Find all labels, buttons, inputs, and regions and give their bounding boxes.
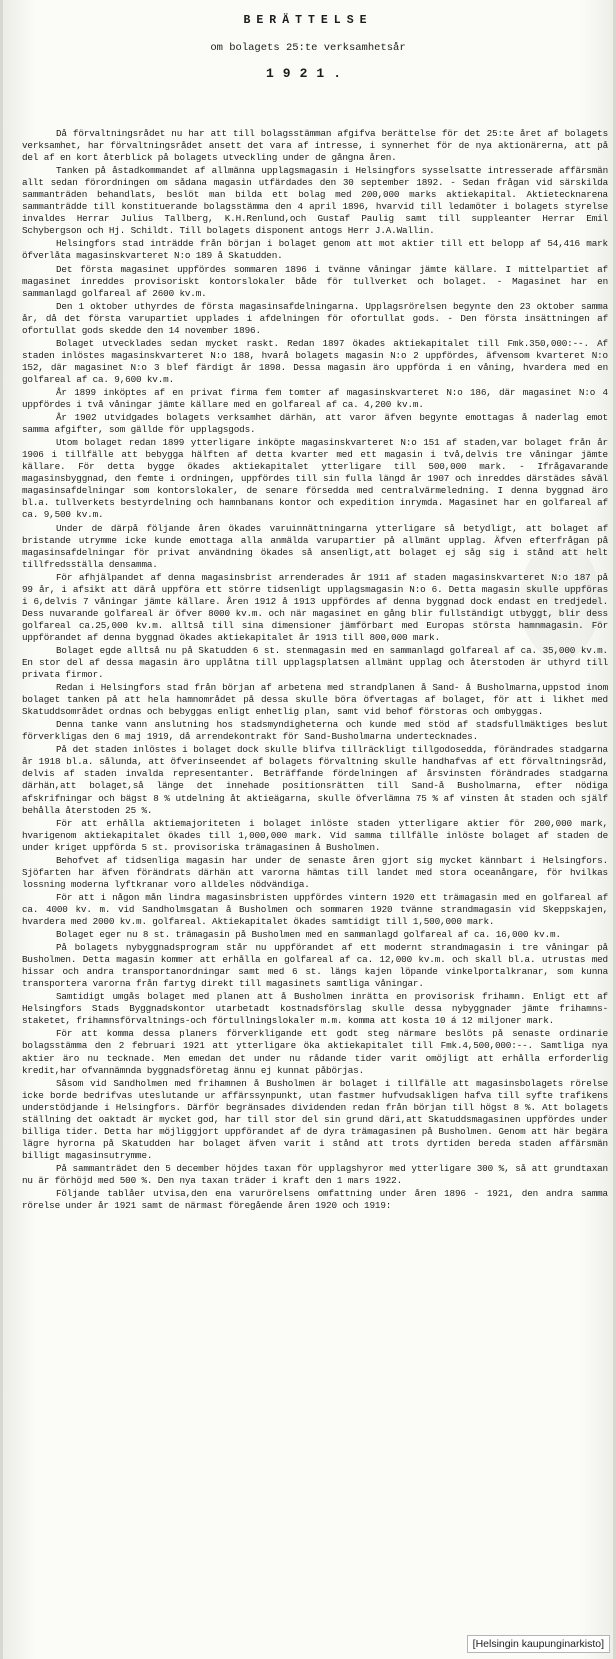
document-paragraph: Helsingfors stad inträdde från början i bolaget genom att mot aktier till ett belopp af 54,416 mark öfverlåta magasinskvarteret N:o 189 å Skatudden. <box>22 238 608 262</box>
document-paragraph: Följande tablåer utvisa,den ena varurörelsens omfattning under åren 1896 - 1921, den andra samma rörelse under år 1921 samt de närmast föregående åren 1920 och 1919: <box>22 1188 608 1212</box>
document-paragraph: Den 1 oktober uthyrdes de första magasinsafdelningarna. Upplagsrörelsen begynte den 23 oktober samma år, då det första varupartiet upplades i afdelningen för ofortullat gods. - Den första insättningen af ofortullat gods skedde den 14 november 1896. <box>22 300 608 336</box>
document-paragraph: Bolaget egde alltså nu på Skatudden 6 st. stenmagasin med en sammanlagd golfareal af ca. 35,000 kv.m. En stor del af dessa magasin äro upplåtna till upplagsplatsen allmänt upplag och återstoden är uthyrd till privata firmor. <box>22 644 608 681</box>
document-paragraph: Utom bolaget redan 1899 ytterligare inköpte magasinskvarteret N:o 151 af staden,var bolaget från år 1906 i tillfälle att bebygga hälften af detta kvarter med ett magasin i två,delvis tre våningar jämte källare. För detta bygge ökades aktiekapitalet ytterligare till 500,000 mark. - Ifrågavarande magasinsbyggnad, den femte i ordningen, uppfördes till sin fulla längd år 1907 och inreddes därstädes såväl magasinsafdelningar som kontorslokaler, de senare försedda med centralvärmeledning. I denna byggnad äro bl.a. tullverkets bestyrdelning och hamnbanans kontor och expedition inrymda. Magasinet har en golfareal af ca. 9,500 kv.m. <box>22 437 608 521</box>
document-paragraph: För att erhålla aktiemajoriteten i bolaget inlöste staden ytterligare aktier för 200,000 mark, hvarigenom aktiekapitalet ökades till 1,000,000 mark. Vid samma tillfälle inlöste bolaget af staden de under kriget uppförda 5 st. provisoriska trämagasinen å Busholmen. <box>22 817 608 853</box>
document-paragraph: Behofvet af tidsenliga magasin har under de senaste åren gjort sig mycket kännbart i Helsingfors. Sjöfarten har äfven förändrats därhän att varorna hämtas till landet med stora oceanångare, för hvilkas lossning moderna lyftkranar voro alldeles nödvändiga. <box>22 854 608 890</box>
page-edge-left <box>0 0 3 1659</box>
document-year: 1921. <box>265 66 350 81</box>
document-subtitle: om bolagets 25:te verksamhetsår <box>210 42 406 54</box>
document-paragraph: År 1899 inköptes af en privat firma fem tomter af magasinskvarteret N:o 186, där magasinet N:o 4 uppfördes i två våningar jämte källare med en golfareal af ca. 4,200 kv.m. <box>22 386 608 411</box>
document-paragraph: På bolagets nybyggnadsprogram står nu uppförandet af ett modernt strandmagasin i tre våningar på Busholmen. Detta magasin kommer att erhålla en golfareal af ca. 12,000 kv.m. och skall bl.a. utrustas med hissar och andra transportanordningar samt med 6 st. längs kajen löpande vinkelportalkranar, som kunna transportera varorna från fartyg direkt till magasinets samtliga våningar. <box>22 942 608 990</box>
document-paragraph: Samtidigt umgås bolaget med planen att å Busholmen inrätta en provisorisk frihamn. Enligt ett af Helsingfors Stads Byggnadskontor utarbetadt kostnadsförslag skulle dessa nybyggnader jämte frihamns-staketet, frihamnsförvaltnings-och förtullningslokaler m.m. komma att kosta 10 á 12 miljoner mark. <box>22 991 608 1027</box>
document-paragraph: På sammanträdet den 5 december höjdes taxan för upplagshyror med ytterligare 300 %, så att grundtaxan nu är förhöjd med 500 %. Den nya taxan träder i kraft den 1 mars 1922. <box>22 1162 608 1186</box>
document-paragraph: För att i någon mån lindra magasinsbristen uppfördes vintern 1920 ett trämagasin med en golfareal af ca. 4000 kv. m. vid Sandholmsgatan å Busholmen och sommaren 1920 tvänne strandmagasin vid Skeppskajen, hvardera med 2000 kv.m. golfareal. Aktiekapitalet ökades samtidigt till 1,500,000 mark. <box>22 891 608 927</box>
document-paragraph: På det staden inlöstes i bolaget dock skulle blifva tillräckligt tillgodosedda, förändrades stadgarna år 1918 bl.a. sålunda, att öfverinseendet af bolagets förvaltning skulle handhafvas af ett förvaltningsråd, delvis af staden invalda representanter. Beträffande fördelningen af årsvinsten förändrades stadgarna därhän,att bolaget,så länge det innehade positionsrätten till Sand-å Busholmarna, efter nödiga afskrifningar och bägst 8 % utdelning åt aktieägarna, skulle öfverlämna 75 % af vinsten åt staden och själf behålla återstoden 25 %. <box>22 744 608 816</box>
document-paragraph: Redan i Helsingfors stad från början af arbetena med strandplanen å Sand- å Busholmarna,uppstod inom bolaget tanken på att hela hamnområdet på dessa skulle böra öfvertagas af bolaget, för att i likhet med Skatuddsområdet ordnas och bebyggas enligt enhetlig plan, samt vid behof förstoras och ombyggas. <box>22 682 608 718</box>
archive-label: [Helsingin kaupunginarkisto] <box>467 1635 610 1653</box>
document-paragraph: Bolaget eger nu 8 st. trämagasin på Busholmen med en sammanlagd golfareal af ca. 16,000 kv.m. <box>56 929 561 941</box>
document-paragraph: År 1902 utvidgades bolagets verksamhet därhän, att varor äfven begynte emottagas å naderlag emot samma afgifter, som gällde för upplagsgods. <box>22 412 608 436</box>
document-title: BERÄTTELSE <box>243 14 373 27</box>
document-paragraph: Såsom vid Sandholmen med frihamnen å Busholmen är bolaget i tillfälle att magasinsbolagets rörelse icke borde bedrifvas uteslutande ur affärssynpunkt, utan fastmer hufvudsakligen hafva till syfte trafikens understödjande i Helsingfors. Därför begränsades dividenden redan från början till högst 8 %. Att bolagets ställning det oaktadt är mycket god, har till stor del sin grund däri,att Skatuddsmagasinen uppfördes under billiga tider. Detta har möjliggjort uppförandet af de dyra trämagasinen på Busholmen. Genom att här begära lägre hyrorna på Skatudden har bolaget äfven varit i stånd att trots dyrtiden bereda staden affärsmän billigt magasinsutrymme. <box>22 1077 608 1161</box>
document-paragraph: Under de därpå följande åren ökades varuinnättningarna ytterligare så betydligt, att bolaget af bristande utrymme icke kunde emottaga alla anmälda varupartier på allmänt upplag. Äfven efterfrågan på magasinsafdelningar för privat användning ökades så ansenligt,att bolaget ej såg sig i stånd att helt tillfredsställa densamma. <box>22 522 608 570</box>
document-paragraph: Tanken på åstadkommandet af allmänna upplagsmagasin i Helsingfors sysselsatte intresserade affärsmän allt sedan förordningen om sådana magasin utfärdades den 30 september 1892. - Sedan frågan vid särskilda sammanträden behandlats, beslöt man bilda ett bolag med 200,000 marks aktiekapital. Aktietecknarena sammanträdde till konstituerande bolagsstämma den 4 april 1896, hvarvid till ledamöter i bolagets styrelse invaldes Herrar Julius Tallberg, K.H.Renlund,och Gustaf Paulig samt till suppleanter Herrar Emil Schybergson och Hj. Schildt. Till bolagets disponent antogs Herr J.A.Wallin. <box>22 165 608 237</box>
document-paragraph: För att komma dessa planers förverkligande ett godt steg närmare beslöts på senaste ordinarie bolagsstämma den 2 februari 1921 att ytterligare öka aktiekapitalet till Fmk.4,500,000:--. Samtliga nya aktier äro nu tecknade. Men emedan det under nu rådande tider varit omöjligt att erhålla erforderlig kredit,har ofvannämnda byggnadsföretag ännu ej kunnat påbörjas. <box>22 1028 608 1076</box>
document-paragraph: Då förvaltningsrådet nu har att till bolagsstämman afgifva berättelse för det 25:te året af bolagets verksamhet, har förvaltningsrådet ansett det vara af intresse, i synnerhet för de nya aktionärerna, att på del af en kort återblick på bolagets utveckling under de gångna åren. <box>22 128 608 164</box>
document-paragraph: Denna tanke vann anslutning hos stadsmyndigheterna och kunde med stöd af stadsfullmäktiges beslut förverkligas den 6 maj 1919, då arrendekontrakt för Sand-Busholmarna undertecknades. <box>22 719 608 743</box>
document-paragraph: Det första magasinet uppfördes sommaren 1896 i tvänne våningar jämte källare. I mittelpartiet af magasinet inreddes provisoriskt kontorslokaler både för tullverket och bolaget. - Magasinet har en sammanlagd golfareal af 2600 kv.m. <box>22 263 608 299</box>
document-paragraph: För afhjälpandet af denna magasinsbrist arrenderades år 1911 af staden magasinskvarteret N:o 187 på 99 år, i afsikt att därå uppföra ett större tidsenligt upplagsmagasin N:o 6. Detta magasin skulle uppföras i 6,delvis 7 våningar jämte källare. Åren 1912 å 1913 uppfördes af denna byggnad dock endast en tredjedel. Dess nuvarande golfareal är öfver 8000 kv.m. och när magasinet en gång blir fullständigt utbyggt, blir dess golfareal ca.25,000 kv.m. alltså till sina dimensioner jämförbart med Europas största hamnmagasin. För uppförandet af denna byggnad ökades aktiekapitalet år 1913 till 800,000 mark. <box>22 571 608 643</box>
document-paragraph: Bolaget utvecklades sedan mycket raskt. Redan 1897 ökades aktiekapitalet till Fmk.350,000:--. Af staden inlöstes magasinskvarteret N:o 188, hvarå bolagets magasin N:o 2 uppfördes, äfvensom kvarteret N:o 152, där magasinet N:o 3 blef färdigt år 1898. Dessa magasin äro uppförda i en våning, hvardera med en golfareal af ca. 9,600 kv.m. <box>22 337 608 385</box>
document-body <box>22 128 608 1618</box>
